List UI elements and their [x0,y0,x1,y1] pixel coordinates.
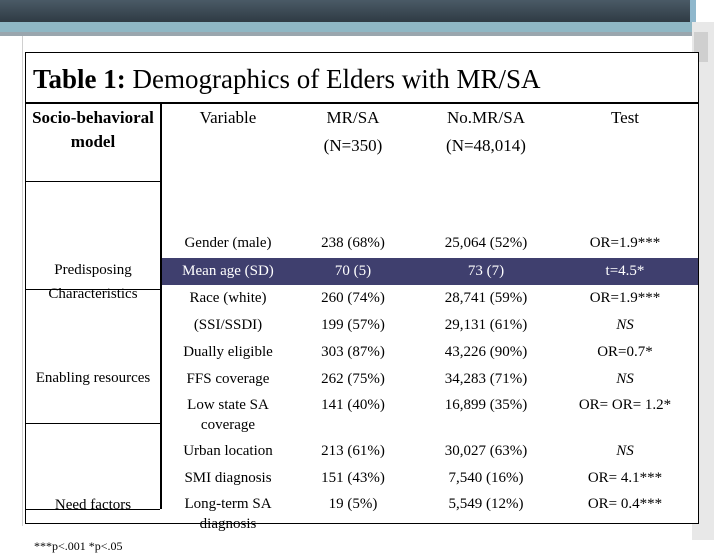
row-4-nomrsa: 29,131 (61%) [444,317,528,333]
row-1-variable: Gender (male) [184,235,272,251]
top-bar-accent [690,0,696,22]
group-column-divider [160,104,162,509]
group-divider-3 [26,423,160,424]
row-4-variable: (SSI/SSDI) [193,317,263,333]
slide-frame [25,52,699,553]
row-2-test: t=4.5* [605,263,645,279]
row-3-nomrsa: 28,741 (59%) [444,290,528,306]
row-7-test: OR= OR= 1.2* [578,397,672,413]
row-6-mrsa: 262 (75%) [321,371,385,387]
row-1-test: OR=1.9*** [589,235,661,251]
row-2-nomrsa: 73 (7) [467,263,505,279]
row-6-test: NS [616,371,634,387]
header-nomrsa-n: (N=48,014) [446,136,526,155]
row-8-test: NS [616,443,634,459]
row-1-mrsa: 238 (68%) [321,235,385,251]
row-5-nomrsa: 43,226 (90%) [444,344,528,360]
row-10-nomrsa: 5,549 (12%) [448,496,524,512]
group-divider-1 [26,181,160,182]
row-9-test: OR= 4.1*** [587,470,663,486]
window-top-bar [0,0,720,22]
row-10-test: OR= 0.4*** [587,496,663,512]
row-4-test: NS [616,317,634,333]
group-predisposing: Predisposing Characteristics [48,262,138,302]
title-rest: Demographics of Elders with MR/SA [125,64,541,94]
row-7-variable: Low state SA coverage [187,397,269,433]
row-9-mrsa: 151 (43%) [321,470,385,486]
left-divider [22,36,23,526]
title-bold: Table 1: [33,64,126,94]
row-5-variable: Dually eligible [183,344,273,360]
row-4-mrsa: 199 (57%) [321,317,385,333]
row-1-nomrsa: 25,064 (52%) [444,235,528,251]
accent-band-gray [0,32,692,36]
top-bar-dark [0,0,692,22]
row-7-mrsa: 141 (40%) [321,397,385,413]
row-3-variable: Race (white) [189,290,267,306]
header-group: Socio-behavioral model [32,108,154,151]
row-2-variable: Mean age (SD) [182,263,274,279]
demographics-table [26,104,698,553]
accent-band [0,22,720,36]
group-need: Need factors [54,497,132,513]
row-5-test: OR=0.7* [597,344,653,360]
row-8-variable: Urban location [183,443,273,459]
row-9-nomrsa: 7,540 (16%) [448,470,524,486]
row-3-mrsa: 260 (74%) [321,290,385,306]
row-7-nomrsa: 16,899 (35%) [444,397,528,413]
slide-title [33,64,540,95]
footnote: ***p<.001 *p<.05 [34,539,123,553]
row-2-mrsa: 70 (5) [334,263,372,279]
row-8-nomrsa: 30,027 (63%) [444,443,528,459]
header-variable: Variable [199,108,257,127]
row-9-variable: SMI diagnosis [184,470,272,486]
header-test: Test [610,108,640,127]
header-mrsa-n: (N=350) [323,136,383,155]
group-enabling: Enabling resources [35,370,151,386]
row-3-test: OR=1.9*** [589,290,661,306]
row-5-mrsa: 303 (87%) [321,344,385,360]
row-8-mrsa: 213 (61%) [321,443,385,459]
row-10-variable: Long-term SA diagnosis [184,496,272,532]
header-nomrsa: No.MR/SA [447,108,525,127]
row-6-variable: FFS coverage [186,371,270,387]
header-mrsa: MR/SA [326,108,380,127]
row-10-mrsa: 19 (5%) [328,496,378,512]
row-6-nomrsa: 34,283 (71%) [444,371,528,387]
